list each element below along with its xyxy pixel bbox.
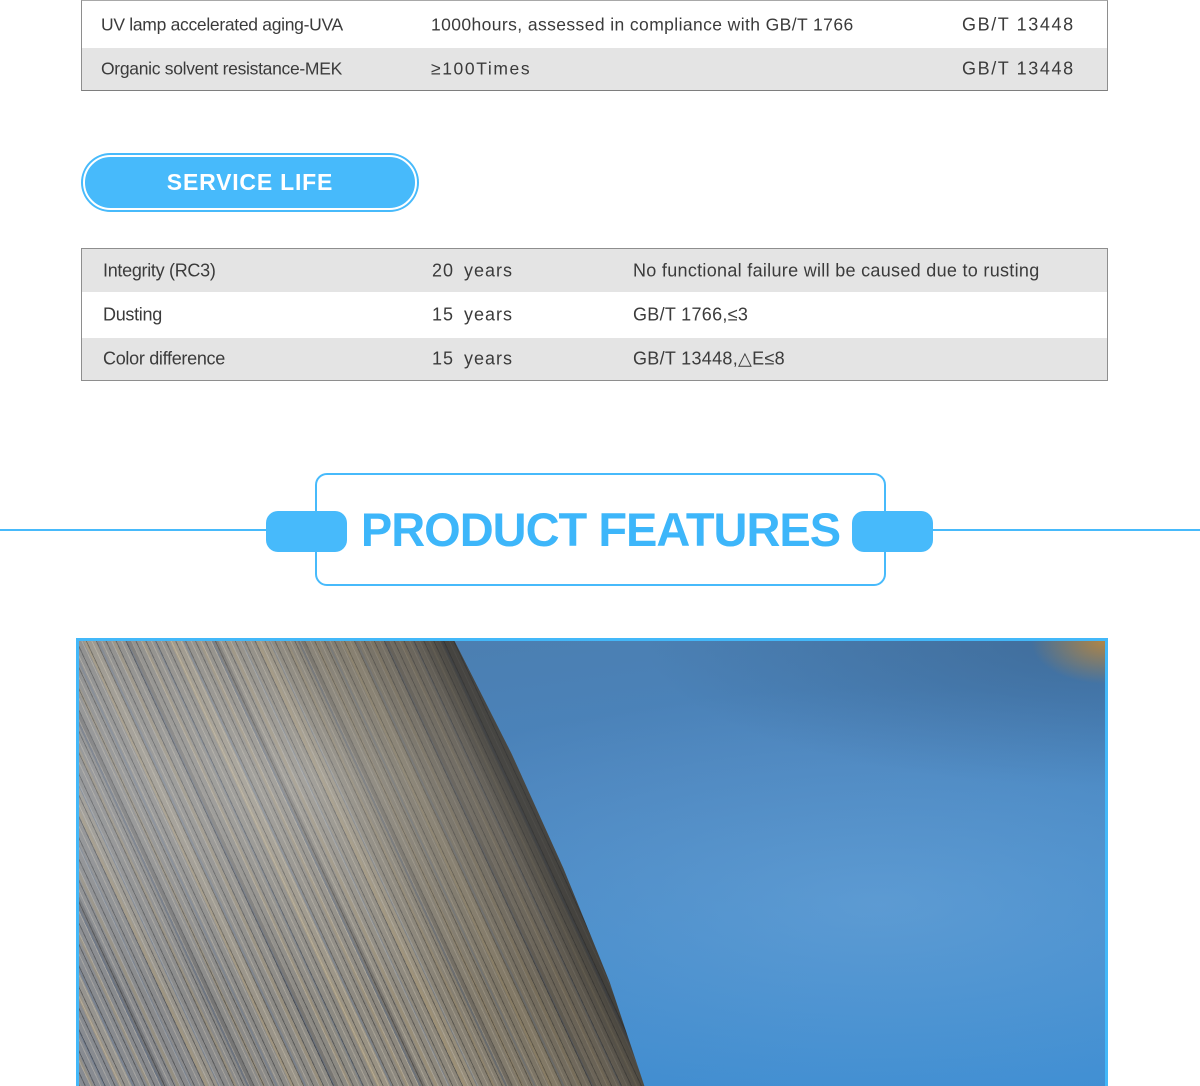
spec-name: Organic solvent resistance-MEK	[101, 58, 342, 79]
table-row	[82, 1, 1107, 48]
life-item: Integrity (RC3)	[103, 260, 216, 280]
table-row	[82, 249, 1107, 292]
product-features-title: PRODUCT FEATURES	[360, 503, 841, 556]
service-life-table	[81, 248, 1108, 381]
table-row	[82, 338, 1107, 380]
life-criteria: GB/T 1766,≤3	[633, 304, 749, 325]
spec-name: UV lamp accelerated aging-UVA	[101, 14, 343, 34]
life-item: Dusting	[103, 304, 162, 325]
spec-value: 1000hours, assessed in compliance with GB/T 1766	[431, 14, 854, 34]
spec-standard: GB/T 13448	[962, 58, 1075, 79]
table-row	[82, 48, 1107, 90]
spec-value: ≥100Times	[431, 58, 532, 79]
table-row	[82, 292, 1107, 338]
life-duration: 15 years	[432, 348, 514, 369]
life-duration: 20 years	[432, 260, 514, 280]
service-life-badge	[83, 155, 417, 210]
service-life-badge-label: SERVICE LIFE	[166, 169, 334, 195]
header-accent-pill-right	[852, 511, 933, 552]
spec-table	[81, 0, 1108, 91]
life-criteria: GB/T 13448,△E≤8	[633, 348, 785, 369]
life-criteria: No functional failure will be caused due to rusting	[633, 260, 1040, 280]
product-photo-steel-coil	[76, 638, 1108, 1086]
product-features-header-box	[315, 473, 886, 586]
life-duration: 15 years	[432, 304, 514, 325]
header-accent-pill-left	[266, 511, 347, 552]
spec-standard: GB/T 13448	[962, 14, 1075, 34]
life-item: Color difference	[103, 348, 225, 369]
